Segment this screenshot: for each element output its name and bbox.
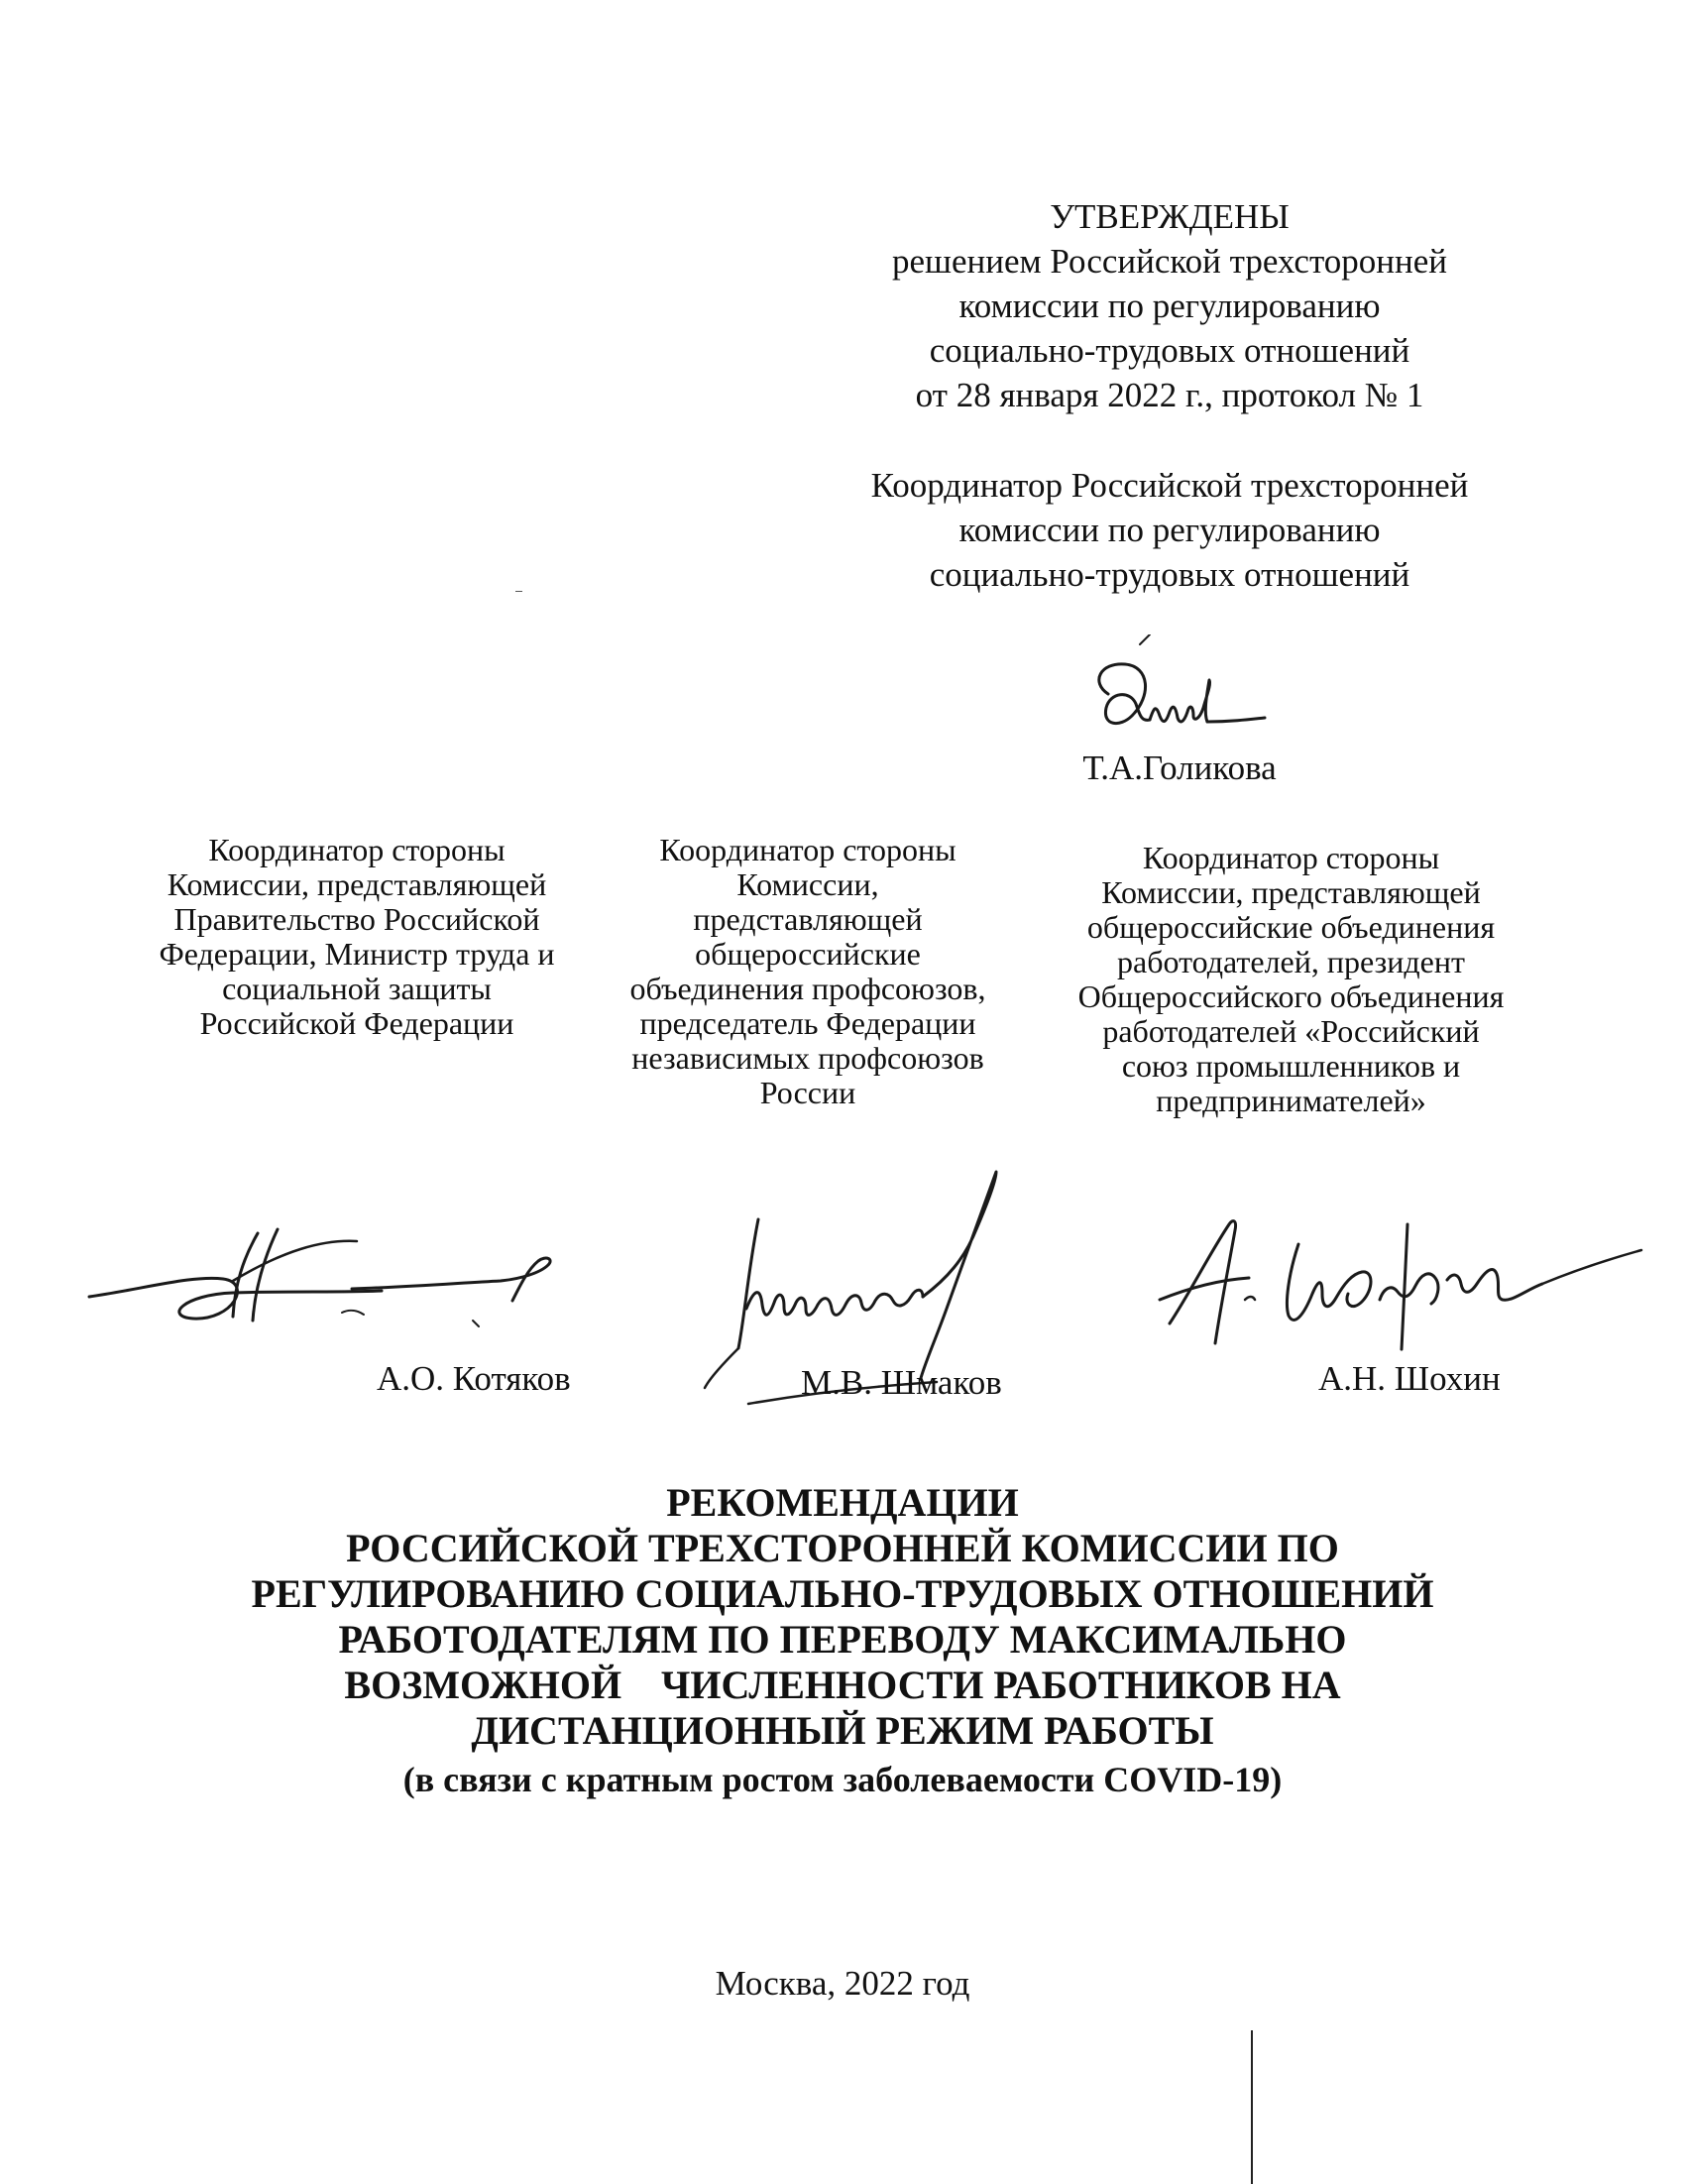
column-line: союз промышленников и	[1121, 1048, 1461, 1084]
signature-kotyakov	[84, 1209, 600, 1348]
column-line: Правительство Российской	[173, 901, 540, 937]
signature-shokhin	[1150, 1205, 1645, 1353]
column-line: работодателей «Российский	[1102, 1013, 1480, 1049]
column-line: России	[759, 1075, 856, 1110]
column-line: Координатор стороны	[1142, 840, 1440, 875]
title-line: РЕКОМЕНДАЦИИ	[666, 1480, 1019, 1525]
column-line: независимых профсоюзов	[631, 1040, 984, 1076]
column-line: председатель Федерации	[639, 1005, 976, 1041]
coordinator-column-unions	[580, 833, 1036, 1110]
column-line: Российской Федерации	[199, 1005, 514, 1041]
spacer	[847, 417, 1492, 463]
coordinator-column-government	[129, 833, 585, 1041]
column-line: общероссийские	[695, 936, 921, 972]
place-year: Москва, 2022 год	[715, 1964, 970, 2003]
document-subtitle: (в связи с кратным ростом заболеваемости COVID-19)	[402, 1760, 1283, 1799]
scan-artifact-line	[1251, 2030, 1253, 2184]
signer-name-golikova: Т.А.Голикова	[1082, 748, 1277, 787]
approval-line: социально-трудовых отношений	[929, 331, 1410, 370]
column-line: Федерации, Министр труда и	[159, 936, 555, 972]
coordinator-line: комиссии по регулированию	[958, 511, 1381, 549]
column-line: представляющей	[693, 901, 923, 937]
approval-line: решением Российской трехсторонней	[891, 242, 1448, 281]
column-line: Комиссии,	[736, 866, 879, 902]
column-line: общероссийские объединения	[1086, 909, 1496, 945]
coordinator-line: Координатор Российской трехсторонней	[870, 466, 1469, 505]
column-line: объединения профсоюзов,	[629, 971, 986, 1006]
document-title	[159, 1480, 1526, 1754]
approval-line: комиссии по регулированию	[958, 287, 1381, 325]
signer-name-shokhin: А.Н. Шохин	[1318, 1359, 1501, 1398]
approval-line: от 28 января 2022 г., протокол № 1	[915, 376, 1424, 414]
column-line: Общероссийского объединения	[1077, 978, 1505, 1014]
column-line: Координатор стороны	[659, 832, 957, 867]
approval-block	[847, 194, 1492, 597]
column-line: Координатор стороны	[208, 832, 506, 867]
column-line: работодателей, президент	[1117, 944, 1465, 979]
signature-golikova	[1080, 634, 1269, 744]
title-line: ВОЗМОЖНОЙ ЧИСЛЕННОСТИ РАБОТНИКОВ НА	[344, 1663, 1341, 1707]
scan-artifact-dot	[515, 591, 522, 592]
title-line: РАБОТОДАТЕЛЯМ ПО ПЕРЕВОДУ МАКСИМАЛЬНО	[338, 1617, 1347, 1662]
column-line: Комиссии, представляющей	[167, 866, 547, 902]
column-line: Комиссии, представляющей	[1101, 874, 1481, 910]
coordinator-line: социально-трудовых отношений	[929, 555, 1410, 594]
column-line: предпринимателей»	[1156, 1083, 1426, 1118]
signer-name-shmakov: М.В. Шмаков	[801, 1363, 1002, 1402]
title-line: ДИСТАНЦИОННЫЙ РЕЖИМ РАБОТЫ	[471, 1708, 1214, 1753]
title-line: РОССИЙСКОЙ ТРЕХСТОРОННЕЙ КОМИССИИ ПО	[346, 1526, 1339, 1570]
approval-heading: УТВЕРЖДЕНЫ	[1050, 197, 1290, 236]
column-line: социальной защиты	[222, 971, 492, 1006]
signer-name-kotyakov: А.О. Котяков	[377, 1359, 571, 1398]
title-line: РЕГУЛИРОВАНИЮ СОЦИАЛЬНО-ТРУДОВЫХ ОТНОШЕНИЙ	[251, 1571, 1434, 1616]
coordinator-column-employers	[1021, 841, 1561, 1118]
